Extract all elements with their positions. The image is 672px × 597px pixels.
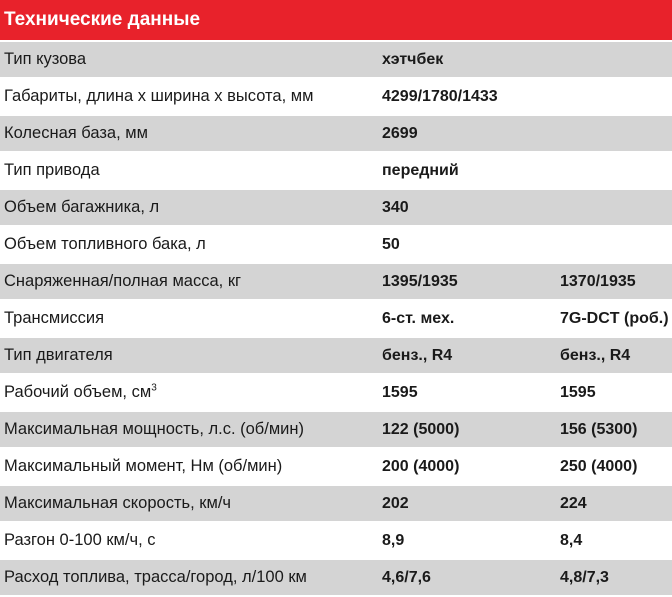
row-value-2 xyxy=(560,79,672,114)
row-value-2: 4,8/7,3 xyxy=(560,569,609,586)
table-row xyxy=(0,79,672,114)
table-row xyxy=(0,190,672,225)
row-label-text: Рабочий объем, см xyxy=(4,383,152,401)
table-row xyxy=(0,412,672,447)
row-label: Разгон 0-100 км/ч, с xyxy=(4,531,156,549)
table-row xyxy=(0,301,672,336)
table-row xyxy=(0,338,672,373)
row-value-1: бенз., R4 xyxy=(382,347,453,364)
row-value-2: 224 xyxy=(560,495,587,512)
row-value-1: передний xyxy=(382,162,459,179)
table-row xyxy=(0,486,672,521)
row-value-2: 7G-DCT (роб.) xyxy=(560,310,669,327)
row-value-1: 50 xyxy=(382,236,400,253)
superscript-unit: 3 xyxy=(151,382,157,394)
row-value-1: 340 xyxy=(382,199,409,216)
row-value-2: 8,4 xyxy=(560,532,583,549)
row-value-2: 156 (5300) xyxy=(560,421,638,438)
row-value-2 xyxy=(560,116,672,151)
row-value-2 xyxy=(560,153,672,188)
row-label: Колесная база, мм xyxy=(4,124,148,142)
row-label: Расход топлива, трасса/город, л/100 км xyxy=(4,568,307,586)
row-value-2 xyxy=(560,42,672,77)
row-label xyxy=(4,375,376,410)
row-value-1: 8,9 xyxy=(382,532,405,549)
table-row xyxy=(0,153,672,188)
table-row xyxy=(0,560,672,595)
spec-table xyxy=(0,42,672,597)
table-row xyxy=(0,449,672,484)
table-row xyxy=(0,227,672,262)
row-label: Максимальная мощность, л.с. (об/мин) xyxy=(4,420,304,438)
table-row xyxy=(0,116,672,151)
row-label: Тип привода xyxy=(4,161,100,179)
row-label: Максимальный момент, Нм (об/мин) xyxy=(4,457,283,475)
table-row xyxy=(0,42,672,77)
row-value-1: 200 (4000) xyxy=(382,458,460,475)
row-value-1: 1595 xyxy=(382,384,418,401)
row-label: Трансмиссия xyxy=(4,309,105,327)
table-row xyxy=(0,375,672,410)
row-value-2: 1595 xyxy=(560,384,596,401)
table-row xyxy=(0,264,672,299)
row-value-2: 1370/1935 xyxy=(560,273,636,290)
page-title: Технические данные xyxy=(0,0,672,40)
row-value-1: 6-ст. мех. xyxy=(382,310,455,327)
row-value-1: 202 xyxy=(382,495,409,512)
row-label: Объем топливного бака, л xyxy=(4,235,206,253)
row-label: Тип кузова xyxy=(4,50,87,68)
row-value-1: 4,6/7,6 xyxy=(382,569,431,586)
row-label: Тип двигателя xyxy=(4,346,113,364)
table-row xyxy=(0,523,672,558)
row-value-1: 2699 xyxy=(382,125,418,142)
row-value-1: 4299/1780/1433 xyxy=(382,88,498,105)
row-value-1: 1395/1935 xyxy=(382,273,458,290)
row-value-1: хэтчбек xyxy=(382,51,444,68)
row-label: Максимальная скорость, км/ч xyxy=(4,494,232,512)
row-value-2: бенз., R4 xyxy=(560,347,631,364)
row-label: Снаряженная/полная масса, кг xyxy=(4,272,242,290)
row-value-2 xyxy=(560,227,672,262)
row-value-2 xyxy=(560,190,672,225)
row-label: Объем багажника, л xyxy=(4,198,160,216)
row-label: Габариты, длина х ширина х высота, мм xyxy=(4,87,314,105)
row-value-1: 122 (5000) xyxy=(382,421,460,438)
row-value-2: 250 (4000) xyxy=(560,458,638,475)
